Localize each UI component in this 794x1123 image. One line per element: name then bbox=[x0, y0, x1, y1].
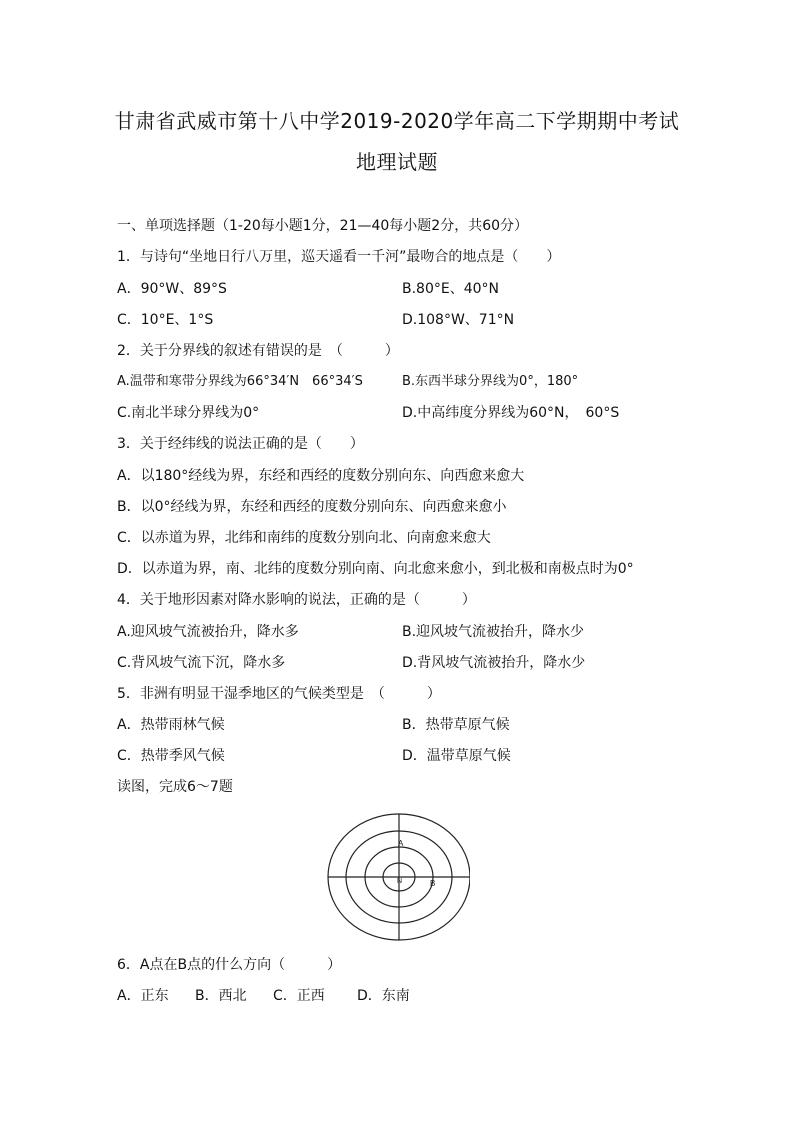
question-6-options bbox=[117, 986, 410, 1006]
question-1-option-b: B.80°E、40°N bbox=[402, 281, 500, 297]
question-4-option-c: C.背风坡气流下沉，降水多 bbox=[117, 655, 286, 671]
question-2-stem: 2．关于分界线的叙述有错误的是 （ ） bbox=[117, 343, 399, 359]
question-3-option-b: B．以0°经线为界，东经和西经的度数分别向东、向西愈来愈小 bbox=[117, 499, 507, 515]
question-3-option-c: C．以赤道为界，北纬和南纬的度数分别向北、向南愈来愈大 bbox=[117, 530, 491, 546]
question-5-stem: 5．非洲有明显干湿季地区的气候类型是 （ ） bbox=[117, 686, 441, 702]
question-2-option-d: D.中高纬度分界线为60°N， 60°S bbox=[402, 405, 620, 421]
question-5-option-d: D．温带草原气候 bbox=[402, 748, 511, 764]
question-4-stem: 4．关于地形因素对降水影响的说法，正确的是（ ） bbox=[117, 592, 476, 608]
question-6-stem: 6．A点在B点的什么方向（ ） bbox=[117, 957, 342, 973]
question-5-option-b: B．热带草原气候 bbox=[402, 717, 510, 733]
north-pole-label: N bbox=[397, 878, 403, 885]
question-2-option-c: C.南北半球分界线为0° bbox=[117, 405, 260, 421]
page-title: 甘肃省武威市第十八中学2019-2020学年高二下学期期中考试 bbox=[114, 109, 680, 133]
question-3-option-d: D．以赤道为界，南、北纬的度数分别向南、向北愈来愈小，到北极和南极点时为0° bbox=[117, 561, 634, 577]
question-1-option-c: C．10°E、1°S bbox=[117, 312, 214, 328]
question-1-option-a: A．90°W、89°S bbox=[117, 281, 227, 297]
point-b-label: B bbox=[430, 879, 436, 888]
question-5-option-a: A．热带雨林气候 bbox=[117, 717, 225, 733]
question-4-option-d: D.背风坡气流被抬升，降水少 bbox=[402, 655, 586, 671]
question-6-option-b: B．西北 bbox=[195, 988, 247, 1004]
question-1-option-d: D.108°W、71°N bbox=[402, 312, 515, 328]
question-1-stem: 1．与诗句“坐地日行八万里，巡天遥看一千河”最吻合的地点是（ ） bbox=[117, 249, 561, 265]
question-4-option-a: A.迎风坡气流被抬升，降水多 bbox=[117, 624, 299, 640]
question-2-option-b: B.东西半球分界线为0°，180° bbox=[402, 374, 579, 389]
question-3-option-a: A．以180°经线为界，东经和西经的度数分别向东、向西愈来愈大 bbox=[117, 468, 525, 484]
question-4-option-b: B.迎风坡气流被抬升，降水少 bbox=[402, 624, 585, 640]
question-3-stem: 3．关于经纬线的说法正确的是（ ） bbox=[117, 436, 364, 452]
section-heading: 一、单项选择题（1-20每小题1分，21—40每小题2分，共60分） bbox=[117, 218, 529, 234]
question-2-option-a: A.温带和寒带分界线为66°34′N 66°34′S bbox=[117, 374, 363, 389]
polar-projection-diagram bbox=[322, 812, 470, 942]
point-a-label: A bbox=[398, 839, 404, 848]
read-figure-instruction: 读图，完成6～7题 bbox=[117, 779, 233, 795]
question-6-option-a: A．正东 bbox=[117, 988, 169, 1004]
question-5-option-c: C．热带季风气候 bbox=[117, 748, 225, 764]
question-6-option-c: C．正西 bbox=[273, 988, 325, 1004]
page-subtitle: 地理试题 bbox=[356, 150, 438, 174]
question-6-option-d: D．东南 bbox=[357, 988, 410, 1004]
